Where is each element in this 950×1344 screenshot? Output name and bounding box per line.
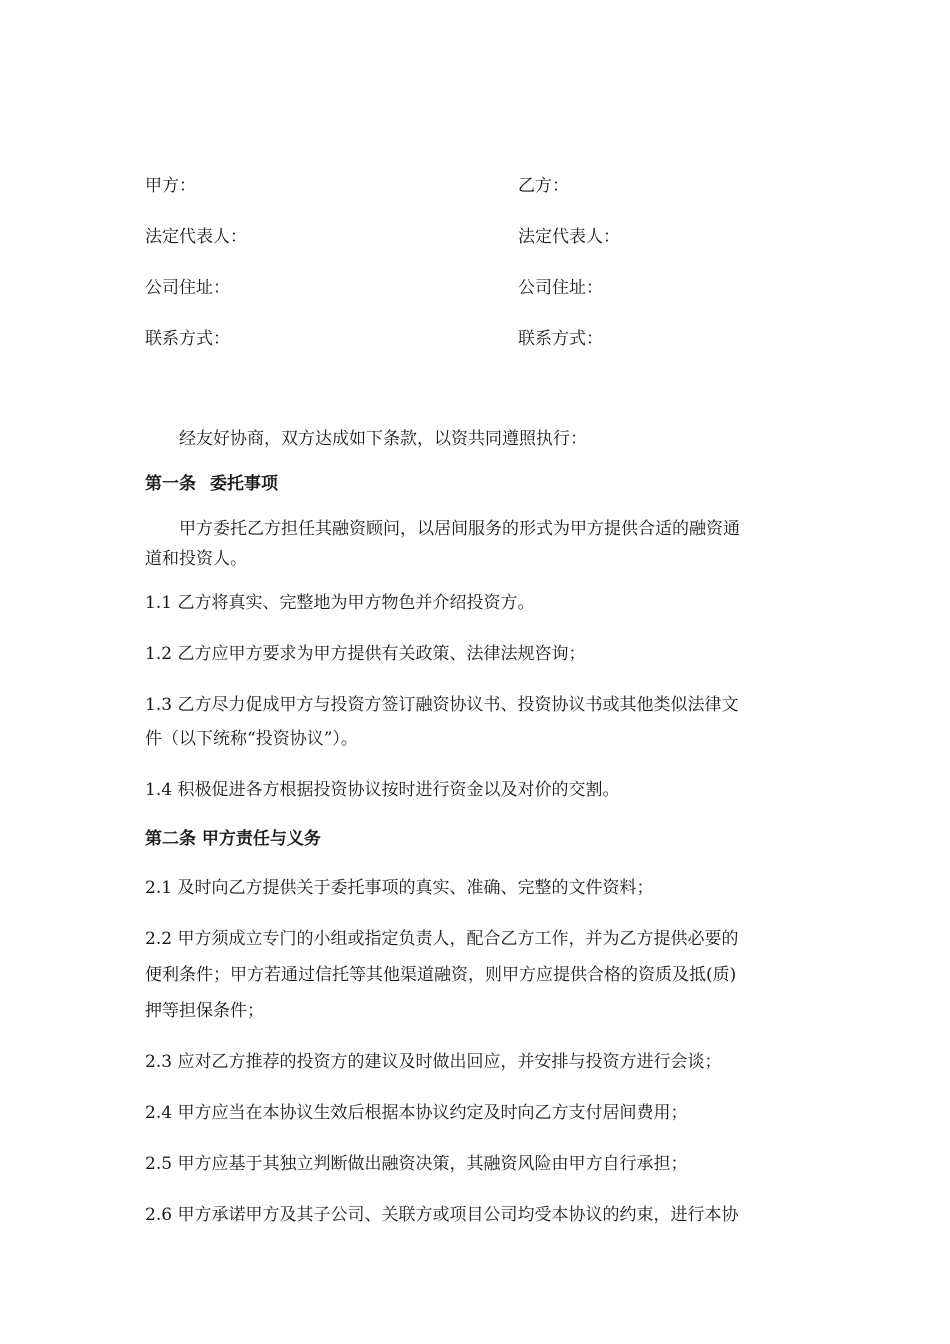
clause-2-2-line-1: 2.2 甲方须成立专门的小组或指定负责人，配合乙方工作，并为乙方提供必要的	[145, 929, 739, 949]
party-a-name-label: 甲方：	[145, 176, 196, 196]
party-a-contact-label: 联系方式：	[145, 329, 230, 349]
article-1-paragraph-line-2: 道和投资人。	[145, 549, 247, 569]
party-b-rep-label: 法定代表人：	[518, 227, 620, 247]
party-rep-row	[145, 223, 825, 274]
clause-2-2-line-3: 押等担保条件；	[145, 1001, 264, 1021]
party-contact-row	[145, 325, 825, 376]
clause-2-6-line-1: 2.6 甲方承诺甲方及其子公司、关联方或项目公司均受本协议的约束，进行本协	[145, 1205, 739, 1225]
clause-1-1: 1.1 乙方将真实、完整地为甲方物色并介绍投资方。	[145, 593, 535, 613]
intro-paragraph: 经友好协商，双方达成如下条款，以资共同遵照执行：	[179, 429, 587, 449]
article-1-number: 第一条	[145, 474, 196, 494]
clause-2-3: 2.3 应对乙方推荐的投资方的建议及时做出回应，并安排与投资方进行会谈；	[145, 1052, 722, 1072]
article-1-paragraph	[145, 514, 815, 574]
party-b-name-label: 乙方：	[518, 176, 569, 196]
clause-1-2: 1.2 乙方应甲方要求为甲方提供有关政策、法律法规咨询；	[145, 644, 586, 664]
article-1-heading	[145, 469, 815, 499]
article-1-paragraph-line-1: 甲方委托乙方担任其融资顾问，以居间服务的形式为甲方提供合适的融资通	[179, 519, 740, 539]
party-a-address-label: 公司住址：	[145, 278, 230, 298]
clause-2-2	[145, 924, 815, 1026]
party-info-block	[145, 172, 825, 376]
clause-1-3-line-2: 件（以下统称“投资协议”）。	[145, 729, 358, 749]
party-a-rep-label: 法定代表人：	[145, 227, 247, 247]
clause-2-6	[145, 1200, 815, 1230]
party-name-row	[145, 172, 825, 223]
clause-2-2-line-2: 便利条件；甲方若通过信托等其他渠道融资，则甲方应提供合格的资质及抵(质)	[145, 965, 737, 985]
party-b-address-label: 公司住址：	[518, 278, 603, 298]
clause-1-3	[145, 690, 815, 754]
clause-2-1: 2.1 及时向乙方提供关于委托事项的真实、准确、完整的文件资料；	[145, 878, 654, 898]
party-b-contact-label: 联系方式：	[518, 329, 603, 349]
clause-2-5: 2.5 甲方应基于其独立判断做出融资决策，其融资风险由甲方自行承担；	[145, 1154, 688, 1174]
clause-1-3-line-1: 1.3 乙方尽力促成甲方与投资方签订融资协议书、投资协议书或其他类似法律文	[145, 695, 739, 715]
clause-2-4: 2.4 甲方应当在本协议生效后根据本协议约定及时向乙方支付居间费用；	[145, 1103, 688, 1123]
party-address-row	[145, 274, 825, 325]
article-2-heading: 第二条 甲方责任与义务	[145, 829, 321, 849]
article-1-title: 委托事项	[210, 474, 278, 494]
contract-body	[145, 424, 815, 1230]
clause-1-4: 1.4 积极促进各方根据投资协议按时进行资金以及对价的交割。	[145, 780, 620, 800]
